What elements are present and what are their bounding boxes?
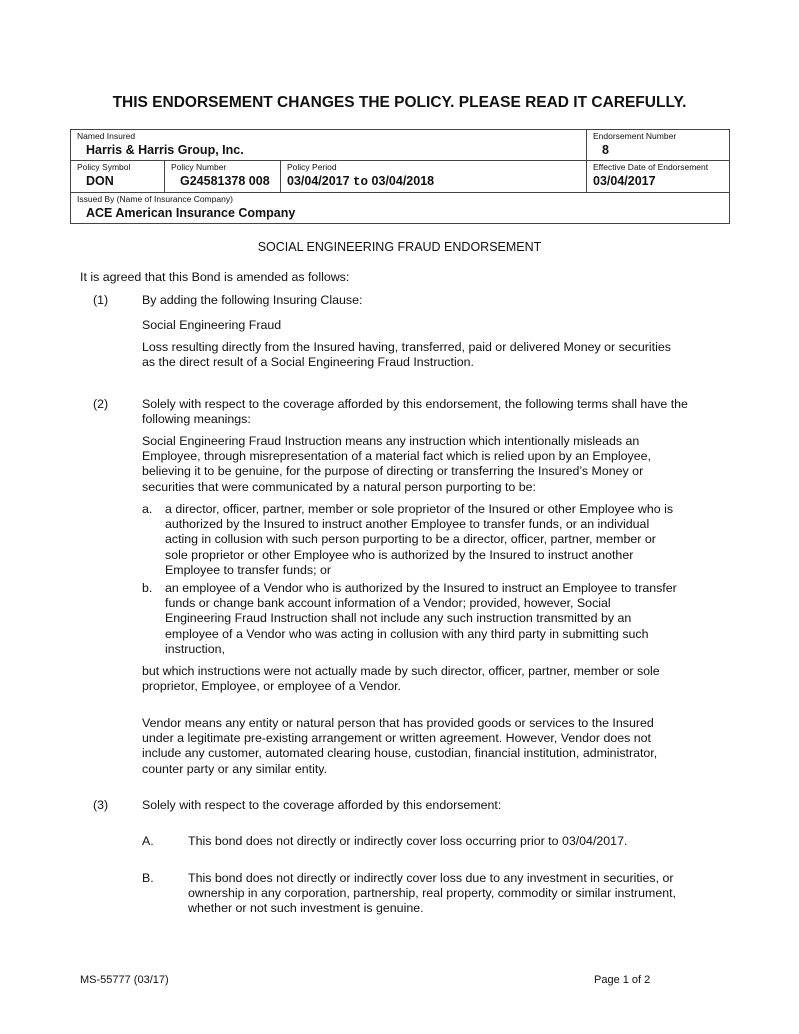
text-line: counter party or any similar entity. bbox=[142, 761, 328, 776]
named-insured-label: Named Insured bbox=[77, 131, 136, 141]
policy-period-value bbox=[287, 173, 581, 190]
item-a-marker: a. bbox=[142, 502, 153, 516]
vendor-definition bbox=[142, 716, 657, 777]
issued-by-value: ACE American Insurance Company bbox=[86, 206, 296, 220]
text-line: authorized by the Insured to instruct another Employee to transfer funds, or an individual bbox=[165, 517, 650, 532]
item-A-marker: A. bbox=[142, 834, 154, 848]
issued-by-label: Issued By (Name of Insurance Company) bbox=[77, 194, 233, 204]
policy-symbol-cell bbox=[71, 161, 165, 193]
period-end: 03/04/2018 bbox=[371, 174, 435, 188]
policy-period-label: Policy Period bbox=[287, 162, 337, 172]
text-line: employee of a Vendor who was acting in collusion with any third party in submitting such bbox=[165, 626, 649, 641]
endorsement-number-label: Endorsement Number bbox=[593, 131, 677, 141]
text-line: whether or not such investment is genuine. bbox=[188, 901, 424, 916]
page-number: Page 1 of 2 bbox=[594, 974, 651, 986]
policy-number-value: G24581378 008 bbox=[180, 174, 270, 188]
item-B-marker: B. bbox=[142, 871, 154, 885]
endorsement-number-value: 8 bbox=[602, 143, 609, 157]
policy-number-cell bbox=[165, 161, 281, 193]
text-line: Vendor means any entity or natural person that has provided goods or services to the Insured bbox=[142, 716, 654, 730]
period-start: 03/04/2017 bbox=[287, 174, 350, 188]
item-a-text bbox=[165, 502, 673, 578]
text-line: Loss resulting directly from the Insured having, transferred, paid or delivered Money or securities bbox=[142, 340, 671, 354]
section-3-text: Solely with respect to the coverage afforded by this endorsement: bbox=[142, 798, 502, 812]
policy-symbol-value: DON bbox=[86, 174, 114, 188]
policy-symbol-label: Policy Symbol bbox=[77, 162, 131, 172]
item-b-text bbox=[165, 581, 677, 657]
endorsement-number-cell bbox=[587, 130, 730, 161]
issued-by-cell bbox=[71, 193, 730, 224]
but-clause bbox=[142, 664, 660, 694]
effective-date-cell bbox=[587, 161, 730, 193]
text-line: This bond does not directly or indirectly cover loss due to any investment in securities, or bbox=[188, 871, 674, 885]
sef-instruction-definition bbox=[142, 434, 651, 495]
policy-number-label: Policy Number bbox=[171, 162, 227, 172]
period-to: to bbox=[353, 175, 369, 189]
text-line: acting in collusion with such person purporting to be a director, officer, partner, member or bbox=[165, 532, 656, 547]
text-line: Employee to transfer funds; or bbox=[165, 562, 331, 577]
section-3-number: (3) bbox=[93, 798, 109, 812]
text-line: sole proprietor or other Employee who is authorized by the Insured to instruct another bbox=[165, 547, 634, 562]
text-line: Engineering Fraud Instruction shall not include any such instruction transmitted by an bbox=[165, 611, 632, 626]
form-number: MS-55777 (03/17) bbox=[80, 974, 169, 986]
section-1-number: (1) bbox=[93, 293, 109, 307]
item-b-marker: b. bbox=[142, 581, 153, 595]
text-line: proprietor, Employee, or employee of a Vendor. bbox=[142, 679, 401, 694]
text-line: ownership in any corporation, partnership, real property, commodity or similar instrument, bbox=[188, 886, 677, 901]
text-line: Solely with respect to the coverage afforded by this endorsement, the following terms shall have the bbox=[142, 397, 688, 411]
text-line: securities that were communicated by a natural person purporting to be: bbox=[142, 479, 536, 494]
text-line: include any customer, automated clearing house, custodian, financial institution, administrator, bbox=[142, 746, 658, 761]
text-line: as the direct result of a Social Engineering Fraud Instruction. bbox=[142, 355, 474, 370]
text-line: under a legitimate pre-existing arrangement or written agreement. However, Vendor does not bbox=[142, 731, 651, 746]
endorsement-title: SOCIAL ENGINEERING FRAUD ENDORSEMENT bbox=[257, 240, 542, 254]
text-line: instruction, bbox=[165, 641, 225, 656]
text-line: Social Engineering Fraud Instruction means any instruction which intentionally misleads an bbox=[142, 434, 640, 448]
named-insured-value: Harris & Harris Group, Inc. bbox=[86, 143, 244, 157]
named-insured-cell bbox=[71, 130, 587, 161]
text-line: Employee, through misrepresentation of a material fact which is relied upon by an Employee, bbox=[142, 449, 651, 464]
page-heading: THIS ENDORSEMENT CHANGES THE POLICY. PLEASE READ IT CAREFULLY. bbox=[112, 94, 687, 111]
text-line: but which instructions were not actually made by such director, officer, partner, member or sole bbox=[142, 664, 660, 678]
section-2-text bbox=[142, 397, 688, 427]
text-line: an employee of a Vendor who is authorized by the Insured to instruct an Employee to transfer bbox=[165, 581, 677, 595]
item-A-text: This bond does not directly or indirectly cover loss occurring prior to 03/04/2017. bbox=[188, 834, 628, 848]
text-line: following meanings: bbox=[142, 412, 251, 427]
policy-info-table bbox=[70, 129, 730, 224]
item-B-text bbox=[188, 871, 676, 917]
section-1-text: By adding the following Insuring Clause: bbox=[142, 293, 363, 307]
policy-period-cell bbox=[281, 161, 587, 193]
insuring-clause-title: Social Engineering Fraud bbox=[142, 318, 282, 332]
intro-text: It is agreed that this Bond is amended as follows: bbox=[80, 270, 350, 284]
effective-date-value: 03/04/2017 bbox=[593, 174, 656, 188]
text-line: believing it to be genuine, for the purpose of directing or transferring the Insured’s Money or bbox=[142, 464, 644, 479]
text-line: a director, officer, partner, member or sole proprietor of the Insured or other Employee who is bbox=[165, 502, 674, 516]
section-2-number: (2) bbox=[93, 397, 109, 411]
insuring-clause-body bbox=[142, 340, 671, 370]
effective-date-label: Effective Date of Endorsement bbox=[593, 162, 709, 172]
text-line: funds or change bank account information of a Vendor; provided, however, Social bbox=[165, 596, 611, 611]
